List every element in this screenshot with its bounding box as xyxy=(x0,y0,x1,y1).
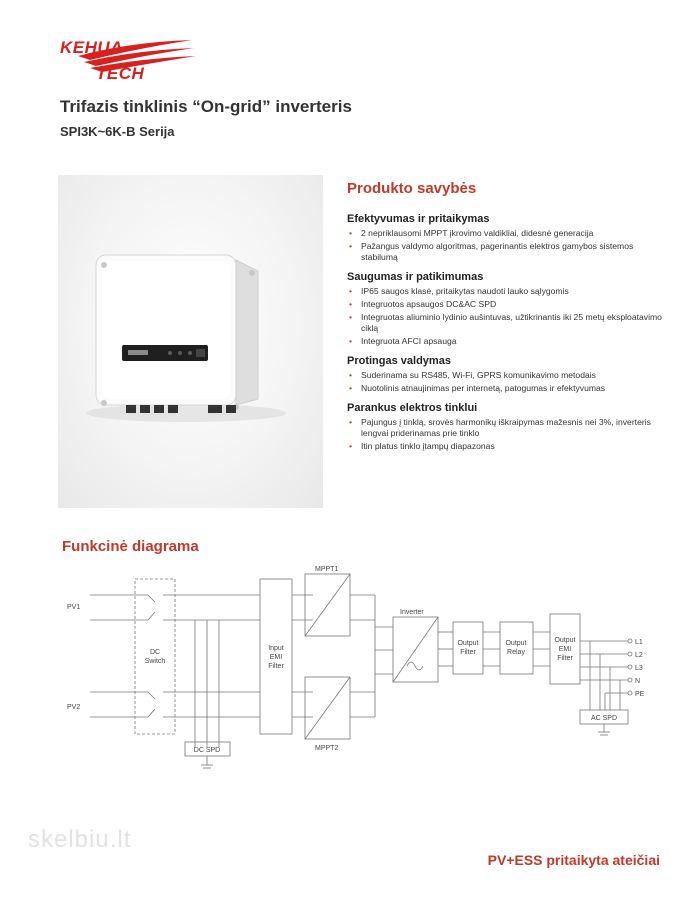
label-l1: L1 xyxy=(635,639,643,646)
watermark-skelbiu: skelbiu.lt xyxy=(28,826,132,853)
logo-text-kehua: KEHUA xyxy=(60,38,123,57)
feature-item: • 2 nepriklausomi MPPT įkrovimo valdikliai, didesnė generacija xyxy=(347,228,667,239)
feature-item: • Suderinama su RS485, Wi-Fi, GPRS komunikavimo metodais xyxy=(347,370,667,381)
label-output-relay-line1: Output xyxy=(505,640,527,647)
label-dc-spd: DC SPD xyxy=(193,747,221,754)
label-n: N xyxy=(635,678,641,685)
feature-item: • Itin platus tinklo įtampų diapazonas xyxy=(347,441,667,452)
feature-item: • Pajungus į tinklą, srovės harmonikų iškraipymas mažesnis nei 3%, inverteris lengvai priderinamas prie tinklo xyxy=(347,417,667,439)
label-output-filter-line1: Output xyxy=(457,640,479,647)
label-l2: L2 xyxy=(635,652,643,659)
feature-item: • Integruotas aliuminio lydinio aušintuvas, užtikrinantis iki 25 metų eksploatavimo ciklą xyxy=(347,312,667,334)
feature-group-smart-control xyxy=(347,355,667,394)
functional-diagram xyxy=(55,562,655,782)
label-output-filter-line2: Filter xyxy=(460,649,476,656)
label-inverter: Inverter xyxy=(400,609,424,616)
feature-item: • Integruotos apsaugos DC&AC SPD xyxy=(347,299,667,310)
feature-group-efficiency xyxy=(347,213,667,263)
label-output-emi-line1: Output xyxy=(554,637,576,644)
product-features xyxy=(347,180,667,460)
feature-heading: Parankus elektros tinklui xyxy=(347,402,478,414)
label-mppt2: MPPT2 xyxy=(315,745,339,752)
label-pv2: PV2 xyxy=(67,704,81,711)
feature-group-grid-friendly xyxy=(347,402,667,452)
label-output-relay-line2: Relay xyxy=(507,649,525,656)
label-mppt1: MPPT1 xyxy=(315,566,339,573)
label-output-emi-line3: Filter xyxy=(557,655,573,662)
feature-heading: Saugumas ir patikimumas xyxy=(347,271,484,283)
footer-tagline: PV+ESS pritaikyta ateičiai xyxy=(487,852,660,868)
label-ac-spd: AC SPD xyxy=(590,715,618,722)
feature-heading: Efektyvumas ir pritaikymas xyxy=(347,213,490,225)
feature-item: • Nuotolinis atnaujinimas per internetą, patogumas ir efektyvumas xyxy=(347,383,667,394)
label-dc-switch-line1: DC xyxy=(149,649,161,656)
document-subtitle: SPI3K~6K-B Serija xyxy=(60,124,175,139)
feature-item: • Integruota AFCI apsauga xyxy=(347,336,667,347)
feature-item: • Pažangus valdymo algoritmas, pagerinantis elektros gamybos sistemos stabilumą xyxy=(347,241,667,263)
label-input-emi-line1: Input xyxy=(268,645,284,652)
label-pe: PE xyxy=(635,691,645,698)
document-title: Trifazis tinklinis “On-grid” inverteris xyxy=(60,97,352,116)
logo-text-tech: TECH xyxy=(96,64,145,83)
feature-heading: Protingas valdymas xyxy=(347,355,451,367)
diagram-title: Funkcinė diagrama xyxy=(62,538,199,555)
feature-item: • IP65 saugos klasė, pritaikytas naudoti lauko sąlygomis xyxy=(347,286,667,297)
feature-group-safety xyxy=(347,271,667,347)
label-dc-switch-line2: Switch xyxy=(144,658,166,665)
label-l3: L3 xyxy=(635,665,643,672)
kehua-tech-logo xyxy=(60,38,200,88)
features-title: Produkto savybės xyxy=(347,180,477,197)
inverter-product-image xyxy=(58,175,323,508)
label-input-emi-line2: EMI xyxy=(269,654,283,661)
label-pv1: PV1 xyxy=(67,604,81,611)
label-output-emi-line2: EMI xyxy=(558,646,572,653)
label-input-emi-line3: Filter xyxy=(268,663,284,670)
